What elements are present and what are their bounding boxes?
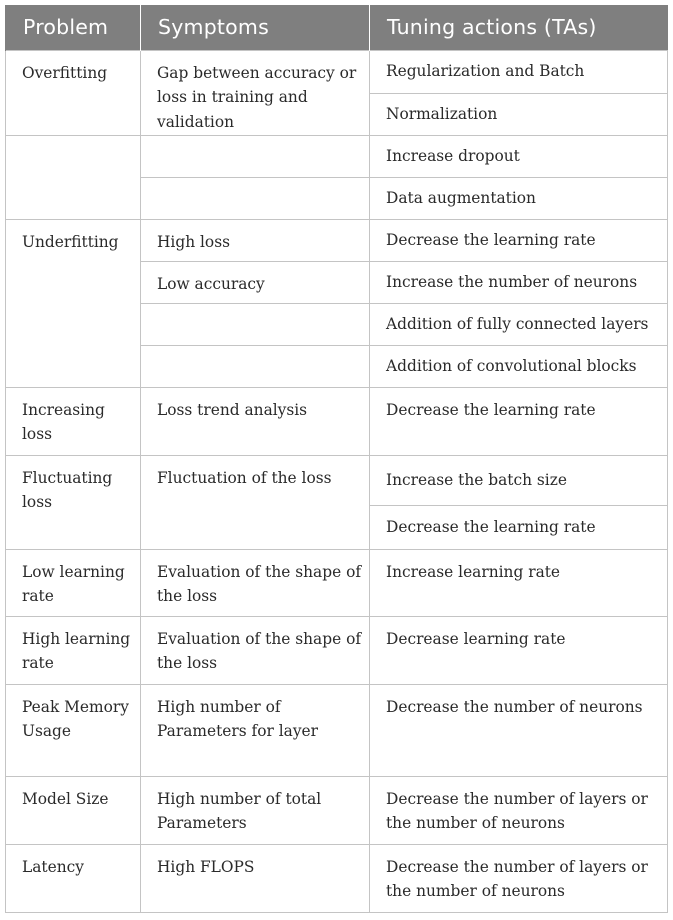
symptom-cell: Low accuracy [141, 261, 370, 303]
header-tuning-actions: Tuning actions (TAs) [370, 5, 668, 50]
table-row [6, 844, 668, 912]
problem-cell: High learning rate [6, 616, 141, 684]
action-cell: Increase the number of neurons [370, 261, 668, 303]
problem-cell: Latency [6, 844, 141, 912]
problem-cell: Model Size [6, 776, 141, 844]
table-row [6, 177, 668, 219]
symptom-cell-empty [141, 177, 370, 219]
symptom-cell-empty [141, 303, 370, 345]
tuning-table [5, 5, 668, 913]
symptom-cell: High FLOPS [141, 844, 370, 912]
action-cell: Decrease the learning rate [370, 219, 668, 261]
symptom-cell: Fluctuation of the loss [141, 455, 370, 549]
action-cell: Decrease the learning rate [370, 387, 668, 455]
table-row [6, 549, 668, 616]
symptom-cell: Evaluation of the shape of the loss [141, 616, 370, 684]
problem-cell-continued [6, 135, 141, 177]
action-cell: Data augmentation [370, 177, 668, 219]
problem-cell: Low learning rate [6, 549, 141, 616]
action-cell: Regularization and Batch [370, 50, 668, 93]
problem-cell: Fluctuating loss [6, 455, 141, 549]
action-cell: Increase the batch size [370, 455, 668, 505]
header-symptoms: Symptoms [141, 5, 370, 50]
action-cell: Increase learning rate [370, 549, 668, 616]
symptom-cell: High number of Parameters for layer [141, 684, 370, 776]
table-row [6, 50, 668, 93]
header-problem: Problem [6, 5, 141, 50]
action-cell: Increase dropout [370, 135, 668, 177]
action-cell: Normalization [370, 93, 668, 135]
symptom-cell: Gap between accuracy or loss in training and validation [141, 50, 370, 135]
symptom-cell: High loss [141, 219, 370, 261]
table-row [6, 616, 668, 684]
problem-cell: Overfitting [6, 50, 141, 135]
action-cell: Decrease the number of layers or the number of neurons [370, 776, 668, 844]
table-row [6, 776, 668, 844]
table-row [6, 135, 668, 177]
symptom-cell-empty [141, 135, 370, 177]
action-cell: Addition of fully connected layers [370, 303, 668, 345]
header-row [6, 5, 668, 50]
table-row [6, 387, 668, 455]
action-cell: Addition of convolutional blocks [370, 345, 668, 387]
symptom-cell: Loss trend analysis [141, 387, 370, 455]
problem-cell: Increasing loss [6, 387, 141, 455]
problem-cell-continued [6, 177, 141, 219]
table-row [6, 684, 668, 776]
symptom-cell: High number of total Parameters [141, 776, 370, 844]
problem-cell: Peak Memory Usage [6, 684, 141, 776]
table-row [6, 219, 668, 261]
symptom-cell-empty [141, 345, 370, 387]
action-cell: Decrease the number of layers or the number of neurons [370, 844, 668, 912]
action-cell: Decrease the number of neurons [370, 684, 668, 776]
table-row [6, 455, 668, 505]
action-cell: Decrease learning rate [370, 616, 668, 684]
action-cell: Decrease the learning rate [370, 505, 668, 549]
problem-cell: Underfitting [6, 219, 141, 387]
symptom-cell: Evaluation of the shape of the loss [141, 549, 370, 616]
